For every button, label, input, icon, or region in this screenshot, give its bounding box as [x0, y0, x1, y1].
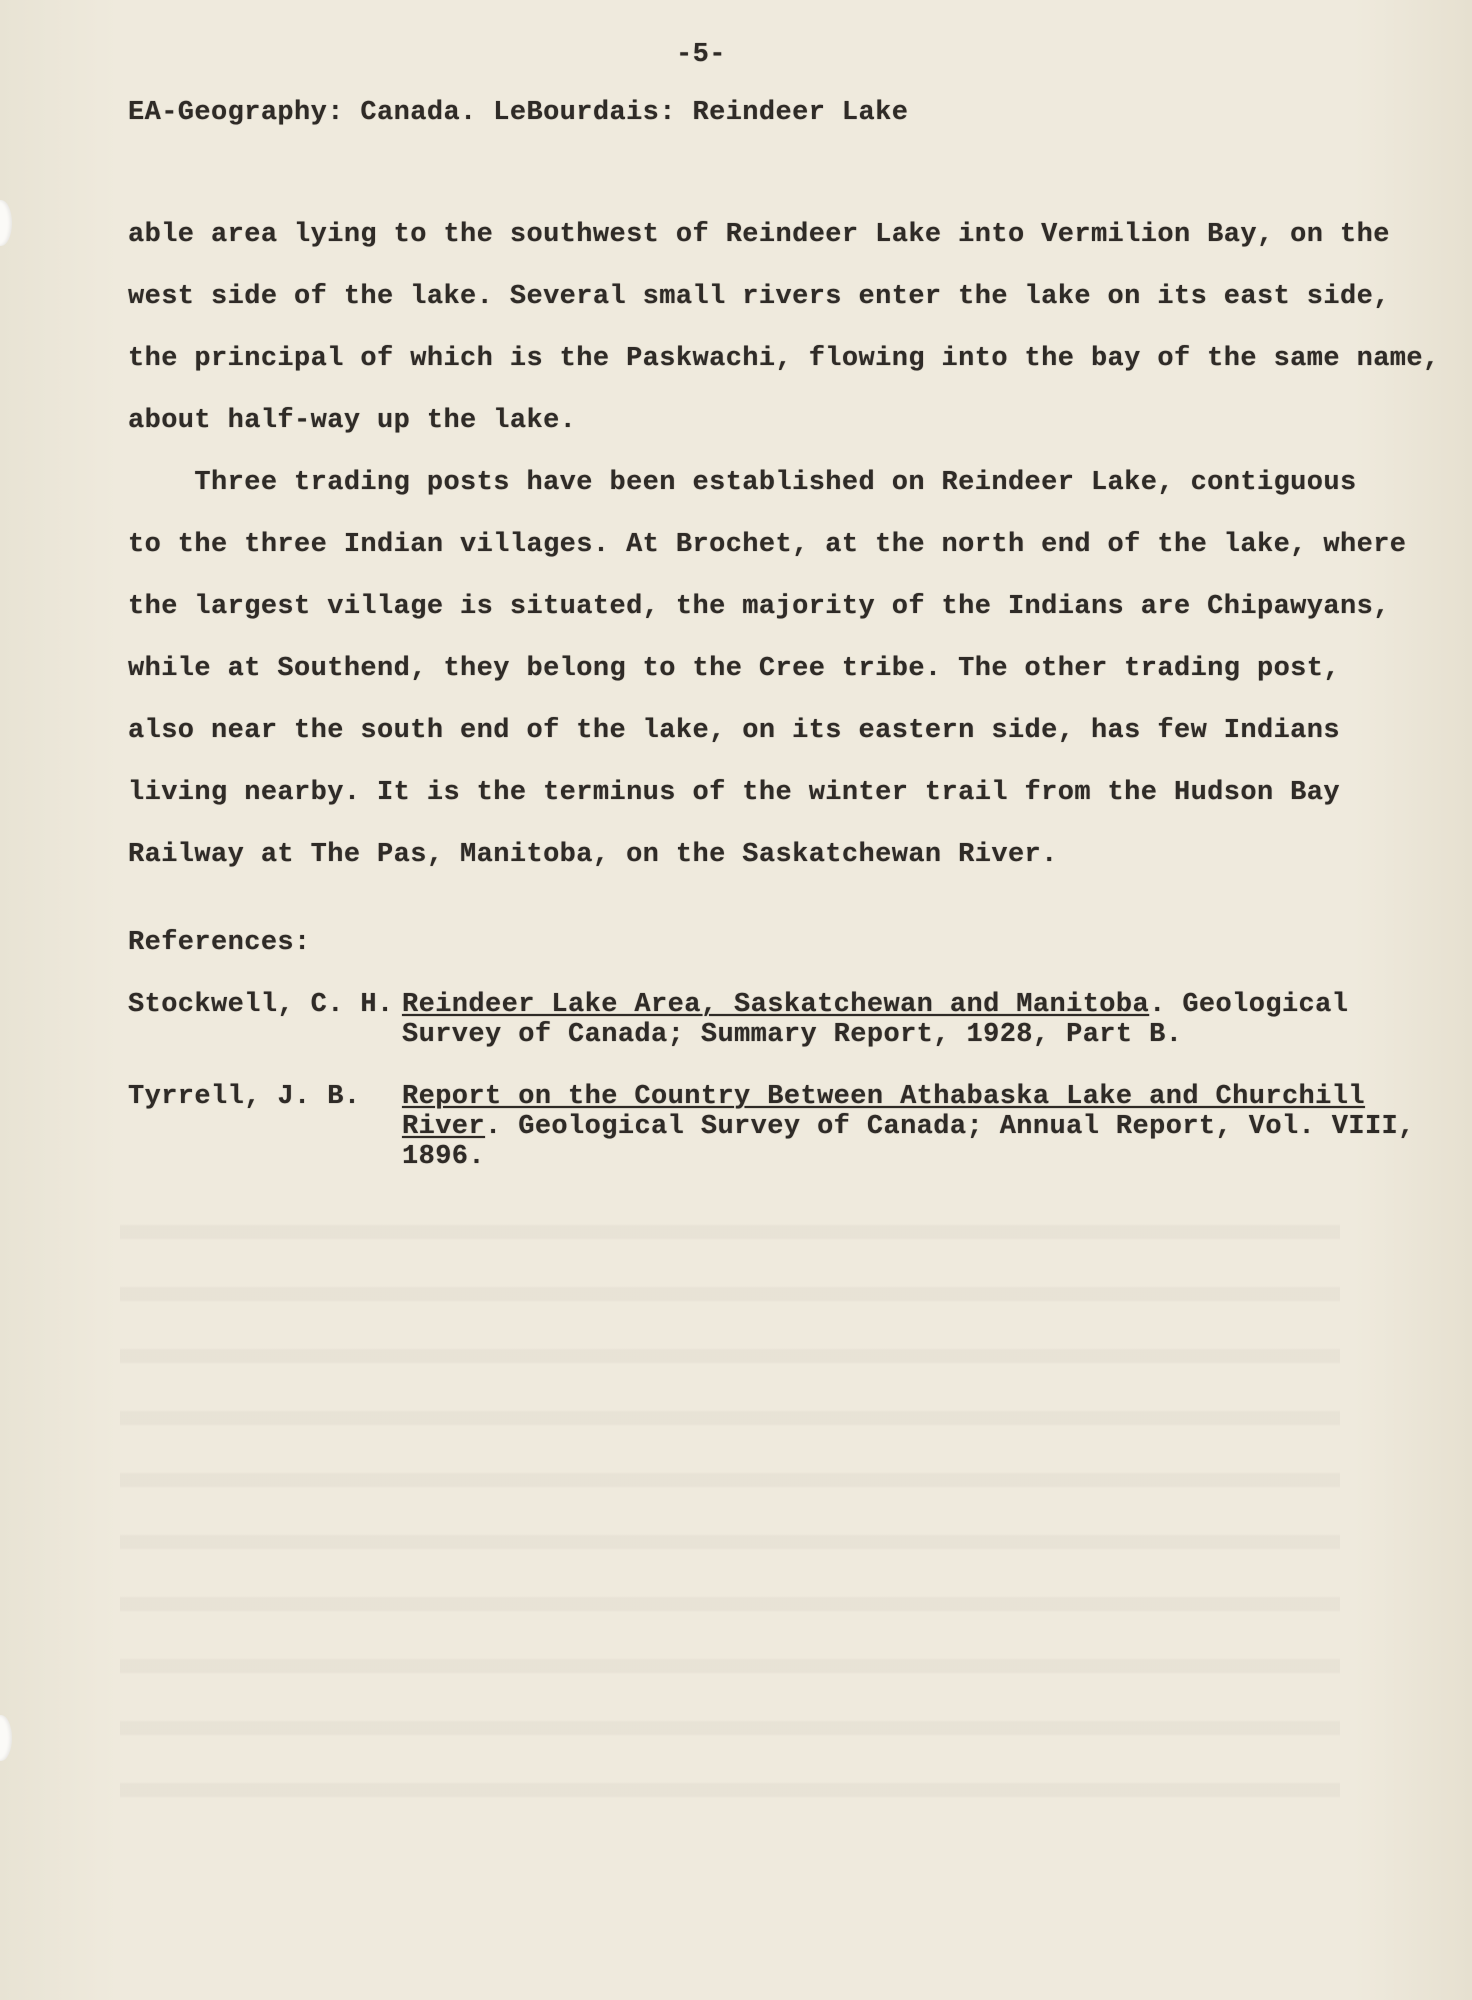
reference2-text: [402, 1082, 1415, 1172]
reference2-line2-rest: . Geological Survey of Canada; Annual Report, Vol. VIII,: [485, 1112, 1415, 1142]
reference1-author: Stockwell, C. H.: [128, 990, 394, 1020]
paragraph1-line2: west side of the lake. Several small rivers enter the lake on its east side,: [128, 282, 1390, 312]
paragraph2-line2: to the three Indian villages. At Brochet, at the north end of the lake, where: [128, 530, 1407, 560]
binder-hole-top: [0, 200, 12, 246]
paragraph1-line4: about half-way up the lake.: [128, 406, 577, 436]
reference2-line3: 1896.: [402, 1142, 486, 1172]
paragraph2-line3: the largest village is situated, the majority of the Indians are Chipawyans,: [128, 592, 1390, 622]
paragraph2-line5: also near the south end of the lake, on its eastern side, has few Indians: [128, 716, 1340, 746]
paragraph2-line7: Railway at The Pas, Manitoba, on the Saskatchewan River.: [128, 840, 1058, 870]
reference2-title-line1: Report on the Country Between Athabaska Lake and Churchill: [402, 1082, 1365, 1112]
reference2-line2: [402, 1112, 1415, 1142]
reference1-text: [402, 990, 1348, 1050]
reference1-title: Reindeer Lake Area, Saskatchewan and Manitoba: [402, 990, 1150, 1020]
paragraph2-line4: while at Southend, they belong to the Cree tribe. The other trading post,: [128, 654, 1340, 684]
reference1-line2: Survey of Canada; Summary Report, 1928, Part B.: [402, 1020, 1183, 1050]
reference1-line1-rest: . Geological: [1149, 990, 1349, 1020]
paragraph2-line1: Three trading posts have been established on Reindeer Lake, contiguous: [128, 468, 1357, 498]
document-header: EA-Geography: Canada. LeBourdais: Reindeer Lake: [128, 98, 909, 128]
reference2-title-line2: River: [402, 1112, 486, 1142]
paragraph2-line6: living nearby. It is the terminus of the winter trail from the Hudson Bay: [128, 778, 1340, 808]
paragraph1-line3: the principal of which is the Paskwachi, flowing into the bay of the same name,: [128, 344, 1440, 374]
page-number: -5-: [676, 40, 726, 70]
binder-hole-bottom: [0, 1715, 12, 1761]
bleed-through-texture: [120, 1180, 1340, 1800]
references-heading: References:: [128, 928, 311, 958]
paragraph1-line1: able area lying to the southwest of Reindeer Lake into Vermilion Bay, on the: [128, 220, 1390, 250]
reference1-line1: [402, 990, 1348, 1020]
reference2-author: Tyrrell, J. B.: [128, 1082, 361, 1112]
reference2-line1: [402, 1082, 1415, 1112]
